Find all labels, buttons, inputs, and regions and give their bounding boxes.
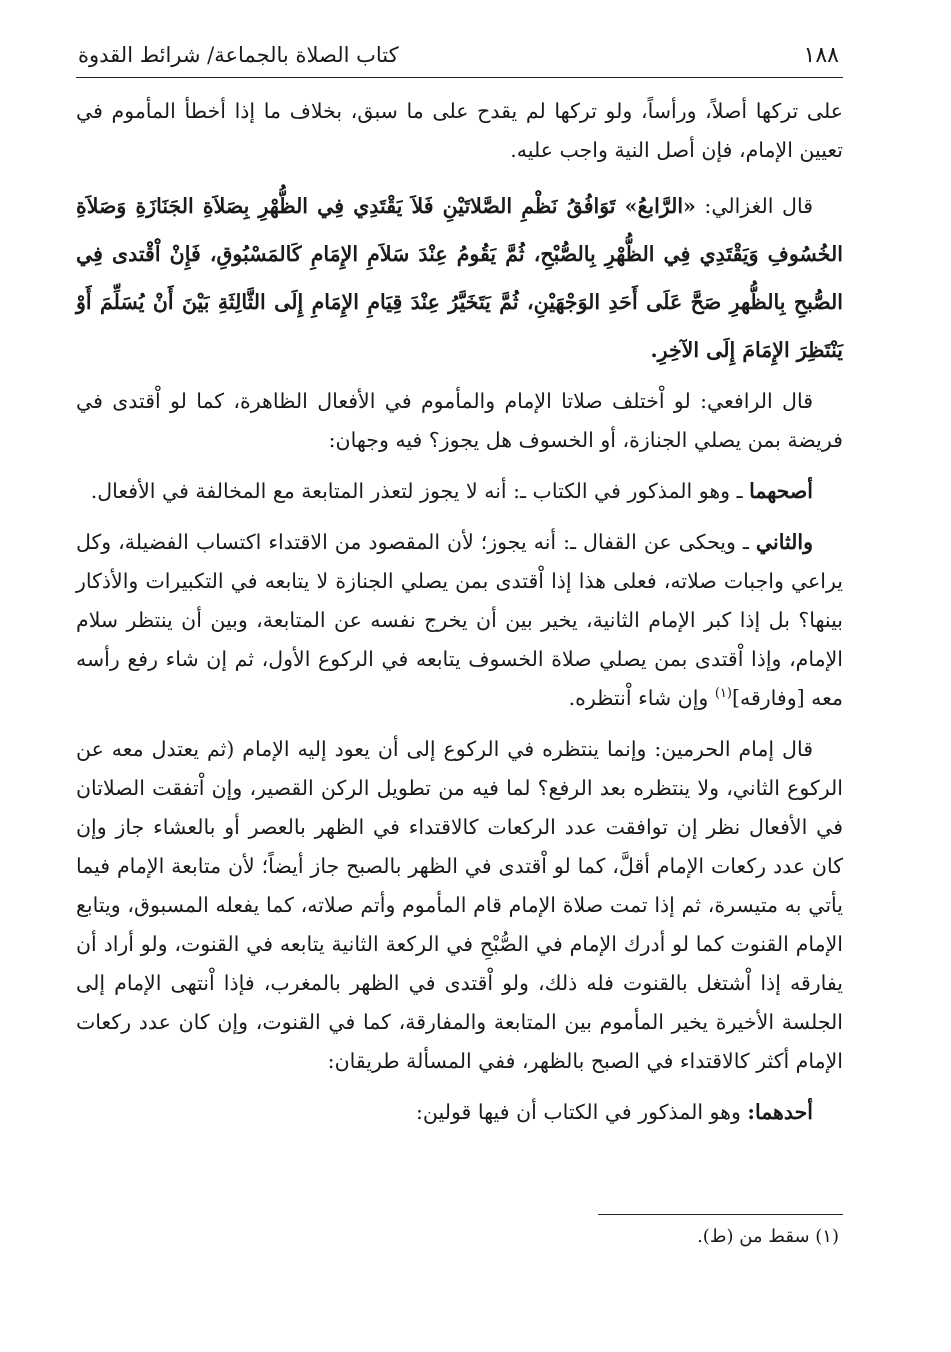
- page-number: ١٨٨: [803, 42, 839, 68]
- header-rule: [76, 77, 843, 78]
- body-text: [76, 92, 843, 1144]
- running-title: كتاب الصلاة بالجماعة/ شرائط القدوة: [78, 43, 399, 67]
- footnote-rule: [598, 1214, 843, 1215]
- first-path-text: وهو المذكور في الكتاب أن فيها قولين:: [416, 1100, 748, 1124]
- ghazali-attribution: قال الغزالي:: [695, 194, 813, 218]
- running-head: [78, 38, 839, 72]
- second-opinion-tail: وإن شاء اْنتظره.: [568, 686, 715, 710]
- footnote: (١) سقط من (ط).: [697, 1226, 839, 1247]
- first-opinion-paragraph: [76, 472, 843, 511]
- ghazali-quote: «الرَّابعُ» تَوَافُقُ نَظْمِ الصَّلاتَيْنِ فَلاَ يَقْتَدِي فِي الظُّهْرِ بِصَلاَةِ الجَنَازَةِ وَصَلاَةِ الخُسُوفِ وَيَقْتَدِي فِي الظُّهْرِ بِالصُّبْحِ، ثُمَّ يَقُومُ عِنْدَ سَلاَمِ الإِمَامِ كَالمَسْبُوقِ، فَإِنْ اْقْتدى فِي الصُّبحِ بِالظُّهرِ صَحَّ عَلَى أَحَدِ الوَجْهَيْنِ، ثُمَّ يَتَخَيَّرُ عِنْدَ قِيَامِ الإِمَامِ إِلَى الثَّالِثَةِ بَيْنَ أَنْ يُسَلِّمَ أَوْ يَنْتَظِرَ الإِمَامَ إِلَى الآخِرِ.: [76, 194, 843, 362]
- haramayn-paragraph: قال إمام الحرمين: وإنما ينتظره في الركوع إلى أن يعود إليه الإمام (ثم يعتدل معه عن الركوع الثاني، ولا ينتظره بعد الرفع؟ لما فيه من تطويل الركن القصير، وإن اْتفقت الصلاتان في الأفعال نظر إن توافقت عدد الركعات كالاقتداء في الظهر بالعصر أو بالعشاء جاز وإن كان عدد ركعات الإمام أقلَّ، كما لو اْقتدى في الظهر بالصبح جاز أيضاً؛ لأن متابعة الإمام فيما يأتي به متيسرة، ثم إذا تمت صلاة الإمام قام المأموم وأتم صلاته، كما يفعله المسبوق، ويتابع الإمام القنوت كما لو أدرك الإمام في الصُّبْحِ في الركعة الثانية يتابعه في القنوت، ولو أراد أن يفارقه إذا اْشتغل بالقنوت فله ذلك، ولو اْقتدى في الظهر بالمغرب، فإذا اْنتهى الإمام إلى الجلسة الأخيرة يخير المأموم بين المتابعة والمفارقة، كما في القنوت، وإن كان عدد ركعات الإمام أكثر كالاقتداء في الصبح بالظهر، ففي المسألة طريقان:: [76, 737, 843, 1073]
- paragraph-continuation: على تركها أصلاً، ورأساً، ولو تركها لم يقدح على ما سبق، بخلاف ما إذا أخطأ المأموم في تعيين الإمام، فإن أصل النية واجب عليه.: [76, 99, 843, 162]
- ghazali-quote-paragraph: [76, 182, 843, 374]
- first-path-label: أحدهما:: [747, 1100, 813, 1124]
- second-opinion-label: والثاني: [755, 530, 813, 554]
- first-path-paragraph: [76, 1093, 843, 1132]
- first-opinion-text: ـ وهو المذكور في الكتاب ـ: أنه لا يجوز لتعذر المتابعة مع المخالفة في الأفعال.: [90, 479, 750, 503]
- rafii-paragraph: قال الرافعي: لو اْختلف صلاتا الإمام والمأموم في الأفعال الظاهرة، كما لو اْقتدى في فريضة بمن يصلي الجنازة، أو الخسوف هل يجوز؟ فيه وجهان:: [76, 389, 843, 452]
- second-opinion-text: ـ ويحكى عن القفال ـ: أنه يجوز؛ لأن المقصود من الاقتداء اكتساب الفضيلة، وكل يراعي واجبات صلاته، فعلى هذا إذا اْقتدى بمن يصلي الجنازة لا يتابعه في التكبيرات والأذكار بينها؟ بل إذا كبر الإمام الثانية، يخير بين أن يخرج نفسه عن المتابعة، وبين أن ينتظر سلام الإمام، وإذا اْقتدى بمن يصلي صلاة الخسوف يتابعه في الركوع الأول، ثم إن شاء رفع رأسه معه [وفارقه]: [76, 530, 843, 710]
- second-opinion-paragraph: [76, 523, 843, 718]
- footnote-reference[interactable]: (١): [714, 686, 732, 702]
- first-opinion-label: أصحهما: [749, 479, 813, 503]
